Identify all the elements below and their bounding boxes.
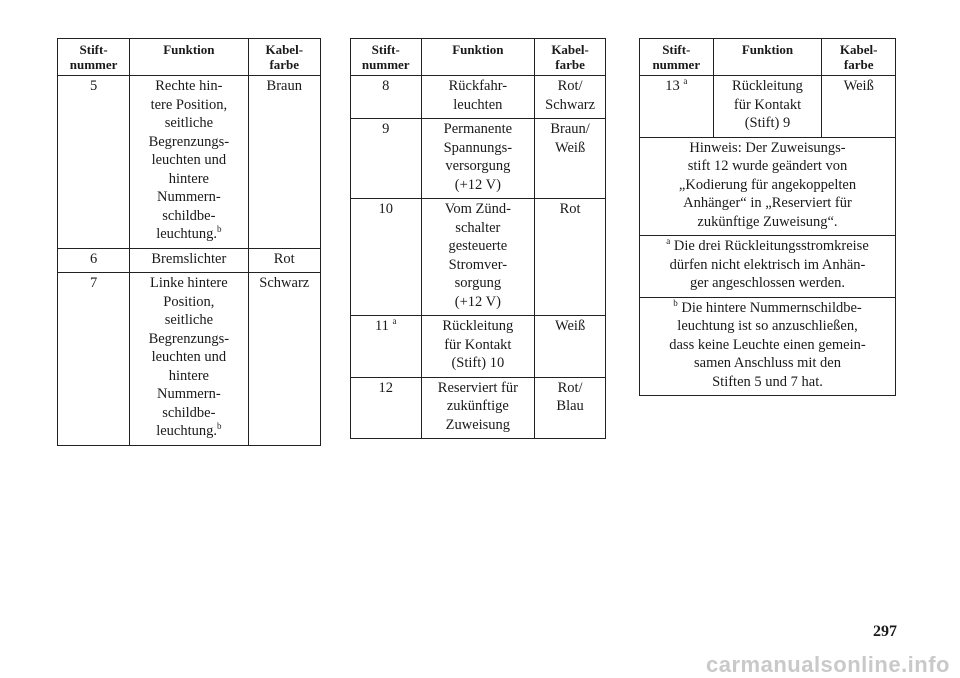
function-text: Rechte hin- tere Position, seitliche Begrenzungs- leuchten und hintere Nummern- schildbe- leuchtung. xyxy=(148,78,230,242)
color-cell: Rot xyxy=(535,199,606,316)
header-pin: Stift- nummer xyxy=(351,39,422,76)
table-row xyxy=(58,248,321,273)
color-cell: Weiß xyxy=(822,76,896,138)
pin-table-2 xyxy=(350,38,606,439)
note-row xyxy=(640,137,896,236)
footnote-a-text: Die drei Rückleitungsstromkreise dürfen nicht elektrisch im Anhän- ger angeschlossen werden. xyxy=(669,238,869,291)
color-cell: Schwarz xyxy=(248,273,321,446)
header-pin: Stift- nummer xyxy=(58,39,130,76)
function-cell: Rückleitung für Kontakt (Stift) 9 xyxy=(713,76,822,138)
color-cell: Weiß xyxy=(535,316,606,378)
header-color: Kabel- farbe xyxy=(248,39,321,76)
table-row xyxy=(58,76,321,249)
header-function: Funktion xyxy=(130,39,248,76)
color-cell: Rot/ Schwarz xyxy=(535,76,606,119)
note-row xyxy=(640,297,896,396)
watermark: carmanualsonline.info xyxy=(706,652,950,677)
header-color: Kabel- farbe xyxy=(535,39,606,76)
footnote-marker: b xyxy=(217,421,222,432)
pin-cell: 8 xyxy=(351,76,422,119)
footnote-b xyxy=(640,297,896,396)
footnote-marker: b xyxy=(673,297,678,308)
pin-cell xyxy=(351,316,422,378)
table-row xyxy=(351,76,606,119)
header-function: Funktion xyxy=(713,39,822,76)
pin-cell: 6 xyxy=(58,248,130,273)
table-row xyxy=(351,199,606,316)
function-cell: Rückleitung für Kontakt (Stift) 10 xyxy=(421,316,535,378)
color-cell: Rot xyxy=(248,248,321,273)
table-header-row xyxy=(640,39,896,76)
color-cell: Braun xyxy=(248,76,321,249)
table-row xyxy=(58,273,321,446)
pin-table-1 xyxy=(57,38,321,446)
function-cell: Bremslichter xyxy=(130,248,248,273)
pin-text: 11 xyxy=(374,318,389,334)
table-header-row xyxy=(58,39,321,76)
function-cell xyxy=(130,76,248,249)
pin-cell: 10 xyxy=(351,199,422,316)
function-cell: Vom Zünd- schalter gesteuerte Stromver- sorgung (+12 V) xyxy=(421,199,535,316)
footnote-marker: a xyxy=(666,236,671,247)
color-cell: Braun/ Weiß xyxy=(535,119,606,199)
hint-note: Hinweis: Der Zuweisungs- stift 12 wurde geändert von „Kodierung für angekoppelten Anhänger“ in „Reserviert für zukünftige Zuweisung“. xyxy=(640,137,896,236)
footnote-marker: a xyxy=(392,316,397,327)
footnote-marker: a xyxy=(683,76,688,87)
function-cell: Rückfahr- leuchten xyxy=(421,76,535,119)
table-row xyxy=(351,377,606,439)
table-row xyxy=(351,316,606,378)
function-cell xyxy=(130,273,248,446)
function-text: Linke hintere Position, seitliche Begrenzungs- leuchten und hintere Nummern- schildbe- leuchtung. xyxy=(148,275,230,439)
pin-table-3 xyxy=(639,38,896,396)
table-header-row xyxy=(351,39,606,76)
footnote-marker: b xyxy=(217,224,222,235)
function-cell: Reserviert für zukünftige Zuweisung xyxy=(421,377,535,439)
pin-cell: 7 xyxy=(58,273,130,446)
table-row xyxy=(351,119,606,199)
footnote-b-text: Die hintere Nummernschildbe- leuchtung ist so anzuschließen, dass keine Leuchte einen gemein- samen Anschluss mit den Stiften 5 und 7 hat. xyxy=(669,299,866,390)
function-cell: Permanente Spannungs- versorgung (+12 V) xyxy=(421,119,535,199)
pin-cell: 9 xyxy=(351,119,422,199)
header-pin: Stift- nummer xyxy=(640,39,714,76)
pin-cell xyxy=(640,76,714,138)
page-number: 297 xyxy=(873,623,897,640)
header-function: Funktion xyxy=(421,39,535,76)
header-color: Kabel- farbe xyxy=(822,39,896,76)
pin-cell: 5 xyxy=(58,76,130,249)
footnote-a xyxy=(640,236,896,298)
pin-text: 13 xyxy=(665,78,680,94)
color-cell: Rot/ Blau xyxy=(535,377,606,439)
table-row xyxy=(640,76,896,138)
pin-cell: 12 xyxy=(351,377,422,439)
note-row xyxy=(640,236,896,298)
